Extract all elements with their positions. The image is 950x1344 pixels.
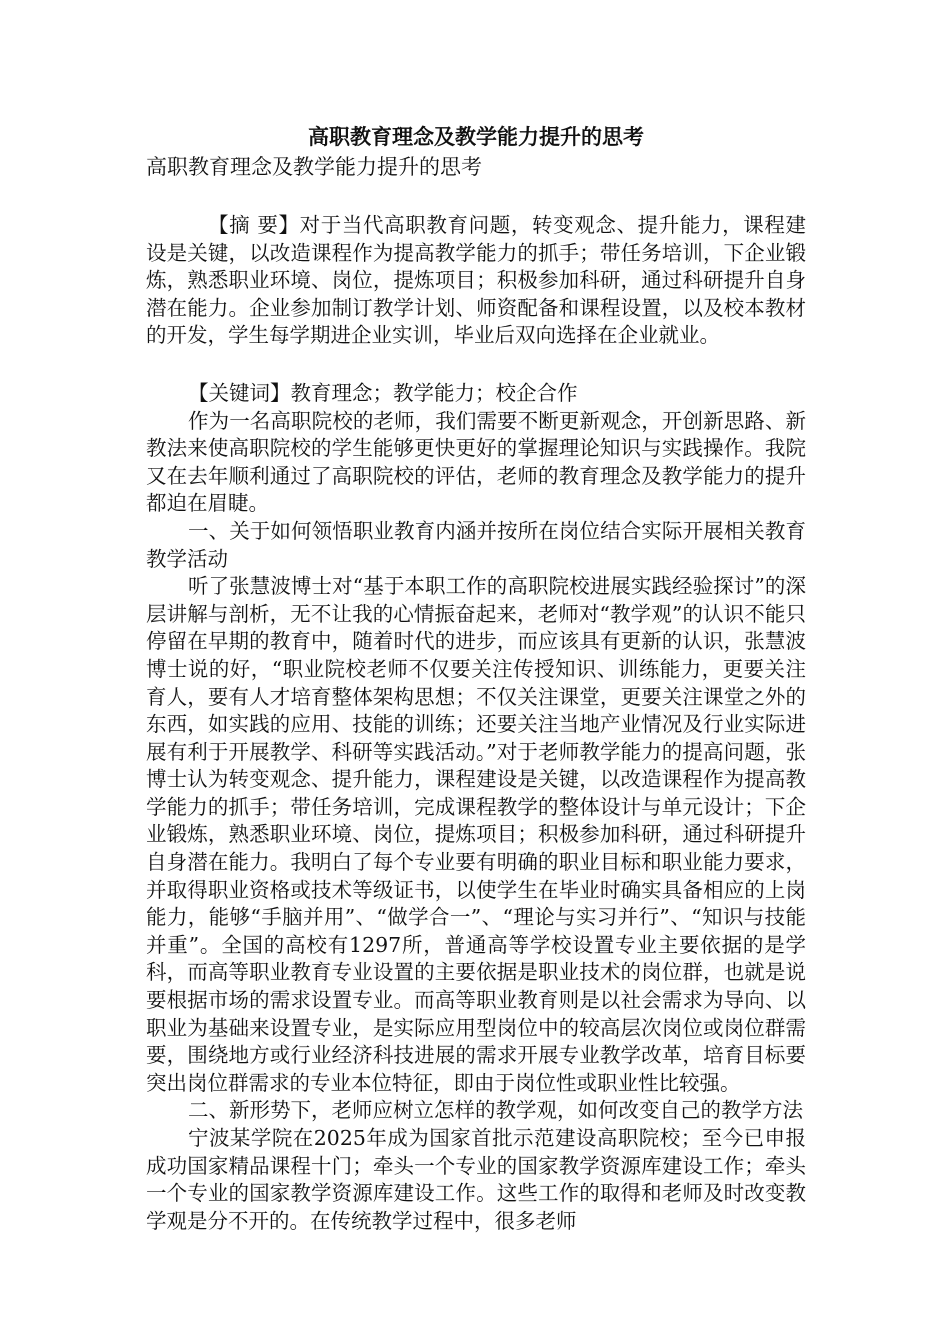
blank-line xyxy=(146,350,806,380)
body-paragraph-section-1: 听了张慧波博士对“基于本职工作的高职院校进展实践经验探讨”的深层讲解与剖析，无不让我的心情振奋起来，老师对“教学观”的认识不能只停留在早期的教育中，随着时代的进步，而应该具有更新的认识，张慧波博士说的好，“职业院校老师不仅要关注传授知识、训练能力，更要关注育人，要有人才培育整体架构思想；不仅关注课堂，更要关注课堂之外的东西，如实践的应用、技能的训练；还要关注当地产业情况及行业实际进展有利于开展教学、科研等实践活动。”对于老师教学能力的提高问题，张博士认为转变观念、提升能力，课程建设是关键，以改造课程作为提高教学能力的抓手；带任务培训，完成课程教学的整体设计与单元设计；下企业锻炼，熟悉职业环境、岗位，提炼项目；积极参加科研，通过科研提升自身潜在能力。我明白了每个专业要有明确的职业目标和职业能力要求，并取得职业资格或技术等级证书，以使学生在毕业时确实具备相应的上岗能力，能够“手脑并用”、“做学合一”、“理论与实习并行”、“知识与技能并重”。全国的高校有1297所，普通高等学校设置专业主要依据的是学科，而高等职业教育专业设置的主要依据是职业技术的岗位群，也就是说要根据市场的需求设置专业。而高等职业教育则是以社会需求为导向、以职业为基础来设置专业，是实际应用型岗位中的较高层次岗位或岗位群需要，围绕地方或行业经济科技进展的需求开展专业教学改革，培育目标要突出岗位群需求的专业本位特征，即由于岗位性或职业性比较强。 xyxy=(146,574,806,1095)
section-heading-2: 二、新形势下，老师应树立怎样的教学观，如何改变自己的教学方法 xyxy=(188,1098,803,1123)
body-paragraph-intro: 作为一名高职院校的老师，我们需要不断更新观念，开创新思路、新教法来使高职院校的学生能够更快更好的掌握理论知识与实践操作。我院又在去年顺利通过了高职院校的评估，老师的教育理念及教学能力的提升都迫在眉睫。 xyxy=(146,408,806,516)
document-subtitle: 高职教育理念及教学能力提升的思考 xyxy=(146,155,482,179)
document-title: 高职教育理念及教学能力提升的思考 xyxy=(308,124,644,149)
document-body xyxy=(146,122,806,1235)
section-heading-1: 一、关于如何领悟职业教育内涵并按所在岗位结合实际开展相关教育教学活动 xyxy=(146,518,806,571)
keywords-line: 【关键词】教育理念；教学能力；校企合作 xyxy=(188,380,578,405)
body-paragraph-section-2: 宁波某学院在2025年成为国家首批示范建设高职院校；至今已申报成功国家精品课程十门；牵头一个专业的国家教学资源库建设工作；牵头一个专业的国家教学资源库建设工作。这些工作的取得和老师及时改变教学观是分不开的。在传统教学过程中，很多老师 xyxy=(146,1126,806,1233)
abstract-paragraph: 【摘 要】对于当代高职教育问题，转变观念、提升能力，课程建设是关键，以改造课程作为提高教学能力的抓手；带任务培训，下企业锻炼，熟悉职业环境、岗位，提炼项目；积极参加科研，通过科研提升自身潜在能力。企业参加制订教学计划、师资配备和课程设置，以及校本教材的开发，学生每学期进企业实训，毕业后双向选择在企业就业。 xyxy=(146,213,806,348)
blank-line xyxy=(146,182,806,212)
